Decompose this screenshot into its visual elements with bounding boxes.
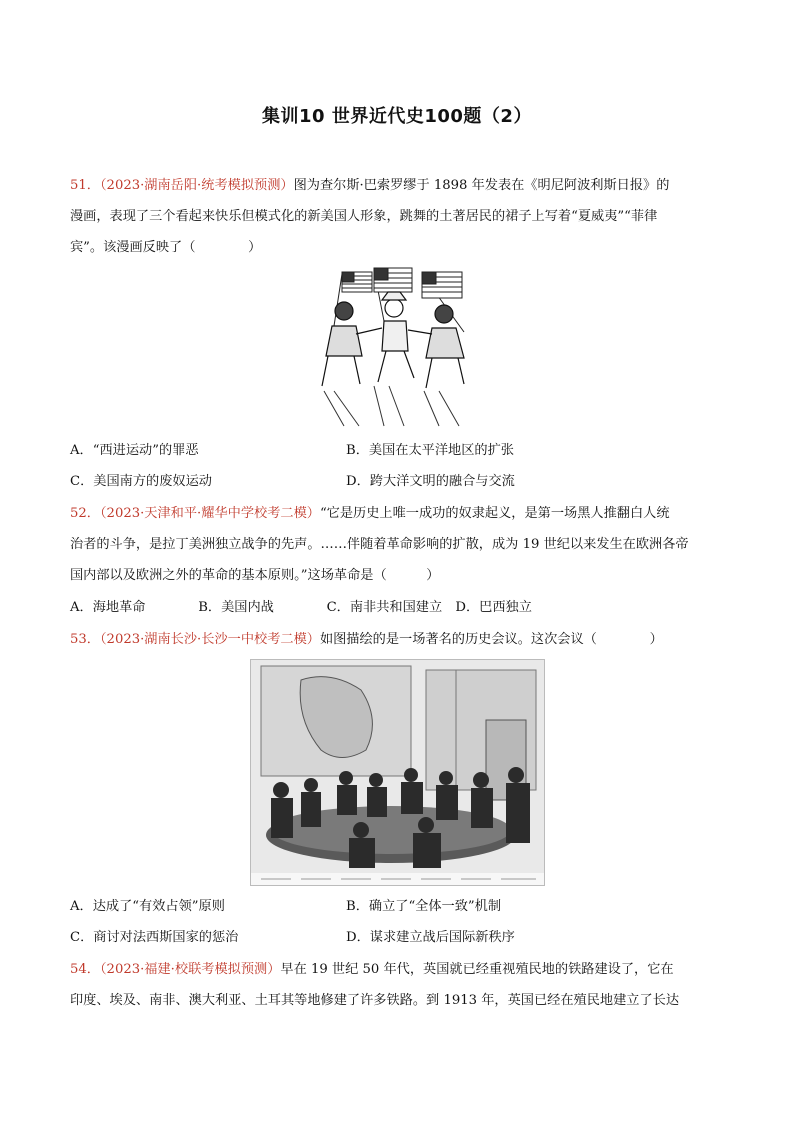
question-51-source: （2023·湖南岳阳·统考模拟预测） (99, 178, 294, 193)
page-title: 集训10 世界近代史100题（2） (262, 106, 532, 127)
question-51-stem-line-2: 漫画，表现了三个看起来快乐但模式化的新美国人形象，跳舞的土著居民的裙子上写着“夏威夷”“菲律 (70, 209, 658, 224)
question-51-cartoon-image (314, 266, 484, 431)
question-51-stem-line-3: 宾”。该漫画反映了（ ） (70, 240, 262, 255)
question-51-option-b: B．美国在太平洋地区的扩张 (346, 443, 514, 458)
question-53-text: 如图描绘的是一场著名的历史会议。这次会议（ ） (319, 632, 663, 647)
question-52-text: “它是历史上唯一成功的奴隶起义，是第一场黑人推翻白人统 (319, 506, 670, 521)
question-52-source: （2023·天津和平·耀华中学校考二模） (99, 506, 320, 521)
question-53-conference-image (250, 659, 545, 886)
question-52-stem-line-1 (70, 504, 730, 524)
question-53-source: （2023·湖南长沙·长沙一中校考二模） (99, 632, 320, 647)
question-51-number: 51． (70, 178, 100, 193)
question-54-number: 54． (70, 962, 100, 977)
question-51-option-c: C．美国南方的废奴运动 (70, 474, 212, 489)
question-53-option-a: A．达成了“有效占领”原则 (70, 899, 225, 914)
question-53-option-b: B．确立了“全体一致”机制 (346, 899, 502, 914)
question-51-option-a: A．“西进运动”的罪恶 (70, 443, 199, 458)
question-52-options: A．海地革命 B．美国内战 C．南非共和国建立 D．巴西独立 (70, 600, 532, 615)
question-53-number: 53． (70, 632, 100, 647)
question-53-option-c: C．商讨对法西斯国家的惩治 (70, 930, 239, 945)
question-52-stem-line-3: 国内部以及欧洲之外的革命的基本原则。”这场革命是（ ） (70, 568, 440, 583)
question-52-stem-line-2: 治者的斗争，是拉丁美洲独立战争的先声。……伴随着革命影响的扩散，成为 19 世纪以来发生在欧洲各帝 (70, 537, 689, 552)
question-51-stem-line-1 (70, 176, 730, 196)
question-52-number: 52． (70, 506, 100, 521)
question-54-stem-line-2: 印度、埃及、南非、澳大利亚、土耳其等地修建了许多铁路。到 1913 年，英国已经在殖民地建立了长达 (70, 993, 680, 1008)
question-51-text: 图为查尔斯·巴索罗缪于 1898 年发表在《明尼阿波利斯日报》的 (293, 178, 670, 193)
question-53-option-d: D．谋求建立战后国际新秩序 (346, 930, 515, 945)
question-53-stem-line-1 (70, 630, 730, 650)
question-54-text: 早在 19 世纪 50 年代，英国就已经重视殖民地的铁路建设了，它在 (280, 962, 674, 977)
question-51-option-d: D．跨大洋文明的融合与交流 (346, 474, 515, 489)
question-54-stem-line-1 (70, 960, 730, 980)
question-54-source: （2023·福建·校联考模拟预测） (99, 962, 281, 977)
